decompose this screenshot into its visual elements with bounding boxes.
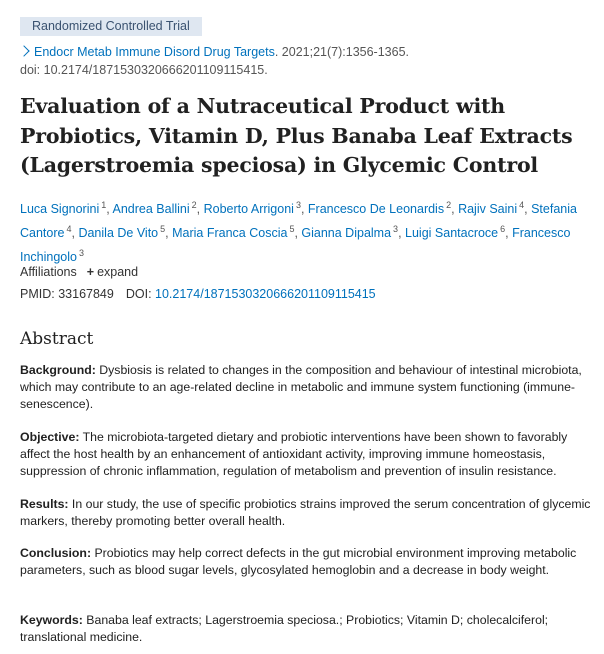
affiliation-ref[interactable]: 5 xyxy=(289,224,295,234)
journal-citation xyxy=(20,43,409,61)
keywords xyxy=(20,612,598,646)
affiliation-ref[interactable]: 2 xyxy=(191,200,197,210)
article-title: Evaluation of a Nutraceutical Product with Probiotics, Vitamin D, Plus Banaba Leaf Extracts (Lagerstroemia speciosa) in Glycemic Control xyxy=(20,94,573,177)
chevron-right-icon[interactable] xyxy=(18,45,29,56)
author-link[interactable]: Gianna Dipalma xyxy=(301,226,392,240)
author-link[interactable]: Rajiv Saini xyxy=(458,202,518,216)
affiliation-ref[interactable]: 5 xyxy=(160,224,166,234)
affiliations-label[interactable]: Affiliations xyxy=(20,265,77,279)
author-item xyxy=(172,226,294,240)
abstract-heading: Abstract xyxy=(20,329,94,349)
plus-icon[interactable]: + xyxy=(86,265,95,279)
doi-link[interactable]: 10.2174/1871530320666201109115415 xyxy=(155,287,376,301)
affiliation-ref[interactable]: 1 xyxy=(101,200,107,210)
results-label: Results: xyxy=(20,497,69,511)
affiliation-ref[interactable]: 3 xyxy=(79,248,85,258)
conclusion-label: Conclusion: xyxy=(20,546,92,560)
pmid-label: PMID: xyxy=(20,287,55,301)
results-text: In our study, the use of specific probiotics strains improved the serum concentration of glycemic markers, thereby promoting better overall health. xyxy=(20,497,591,529)
abstract-conclusion xyxy=(20,545,598,579)
journal-link[interactable]: Endocr Metab Immune Disord Drug Targets xyxy=(34,45,275,59)
abstract-results xyxy=(20,496,598,530)
author-item xyxy=(458,202,524,216)
author-link[interactable]: Francesco De Leonardis xyxy=(307,202,445,216)
citation-doi: doi: 10.2174/1871530320666201109115415. xyxy=(20,63,268,77)
authors-list: Luca Signorini $^1$, Andrea Ballini $^2$, Roberto Arrigoni $^3$, Francesco De Leonardis $^2$, Rajiv Saini $^4$, Stefania Cantore $^4$, Danila De Vito $^5$, Maria Franca Coscia $^5$, Gianna Dipalma $^3$, Luigi Santacroce $^6$, Francesco Inchingolo $^3$ xyxy=(20,200,577,264)
affiliation-ref[interactable]: 3 xyxy=(295,200,301,210)
author-link[interactable]: Maria Franca Coscia xyxy=(172,226,288,240)
affiliation-ref[interactable]: 6 xyxy=(500,224,506,234)
author-link[interactable]: Danila De Vito xyxy=(78,226,159,240)
author-link[interactable]: Roberto Arrigoni xyxy=(203,202,294,216)
author-item xyxy=(113,202,197,216)
affiliation-ref[interactable]: 3 xyxy=(393,224,399,234)
abstract-background xyxy=(20,362,598,414)
affiliation-ref[interactable]: 4 xyxy=(519,200,525,210)
author-item xyxy=(204,202,301,216)
author-link[interactable]: Francesco Inchingolo xyxy=(20,226,571,264)
affiliation-ref[interactable]: 2 xyxy=(446,200,452,210)
pmid-value: 33167849 xyxy=(58,287,114,301)
citation-details: . 2021;21(7):1356-1365. xyxy=(274,45,409,59)
background-label: Background: xyxy=(20,363,96,377)
abstract-objective xyxy=(20,429,598,481)
objective-label: Objective: xyxy=(20,430,80,444)
author-item xyxy=(78,226,165,240)
keywords-label: Keywords: xyxy=(20,613,83,627)
author-item xyxy=(301,226,398,240)
conclusion-text: Probiotics may help correct defects in the gut microbial environment improving metabolic parameters, such as blood sugar levels, glycosylated hemoglobin and a decrease in body weight. xyxy=(20,546,577,578)
author-link[interactable]: Luca Signorini xyxy=(20,202,100,216)
background-text: Dysbiosis is related to changes in the composition and behaviour of intestinal microbiota, which may contribute to an age-related decline in metabolic and immune system functioning (immune-senescence). xyxy=(20,363,582,412)
identifiers xyxy=(20,285,376,303)
author-link[interactable]: Luigi Santacroce xyxy=(405,226,499,240)
author-link[interactable]: Andrea Ballini xyxy=(112,202,190,216)
author-item xyxy=(20,202,106,216)
publication-type-badge[interactable]: Randomized Controlled Trial xyxy=(20,17,202,36)
expand-label[interactable]: expand xyxy=(97,265,139,279)
keywords-text: Banaba leaf extracts; Lagerstroemia speciosa.; Probiotics; Vitamin D; cholecalciferol; translational medicine. xyxy=(20,613,549,645)
author-item xyxy=(405,226,505,240)
author-link[interactable]: Stefania Cantore xyxy=(20,202,577,240)
affiliations-toggle[interactable] xyxy=(20,263,138,281)
objective-text: The microbiota-targeted dietary and probiotic interventions have been shown to favorably affect the host health by an enhancement of antioxidant activity, improving immune homeostasis, suppression of chronic inflammation, regulation of metabolism and prevention of insulin resistance. xyxy=(20,430,568,479)
doi-label: DOI: xyxy=(125,287,152,301)
author-item xyxy=(308,202,451,216)
affiliation-ref[interactable]: 4 xyxy=(66,224,72,234)
